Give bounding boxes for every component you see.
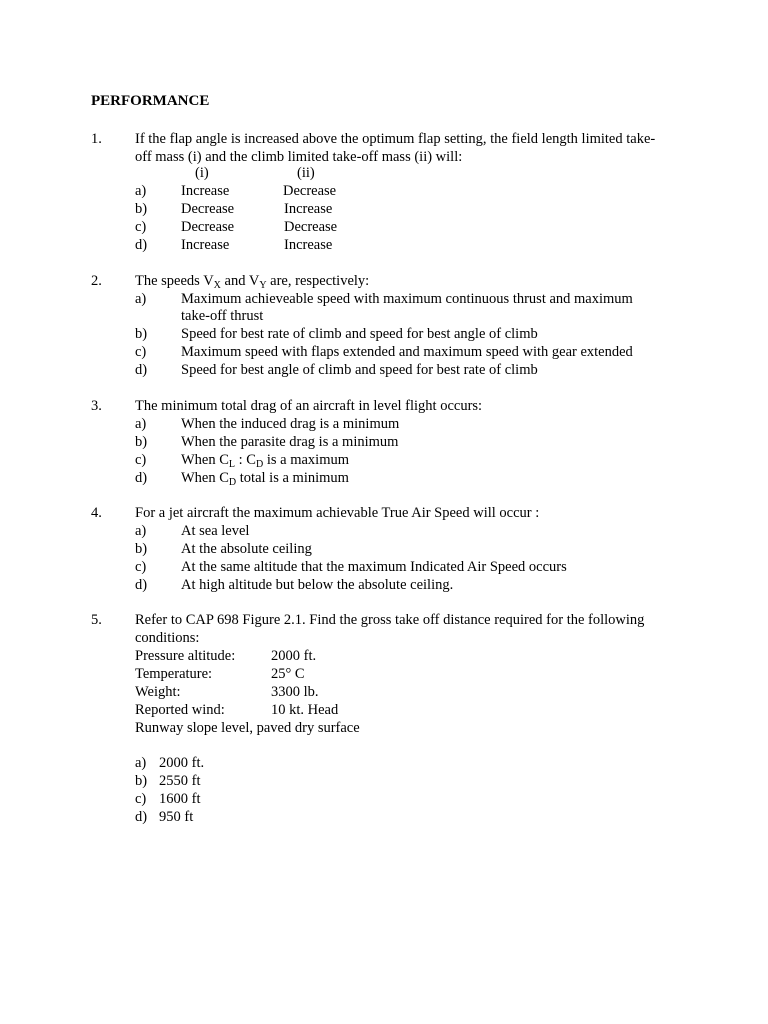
question-2-option-d-text: Speed for best angle of climb and speed for best rate of climb <box>181 362 538 378</box>
question-2-option-a-text-line-2: take-off thrust <box>181 308 264 324</box>
question-2-number: 2. <box>91 273 102 289</box>
question-5-number: 5. <box>91 612 102 628</box>
question-2-option-c-text: Maximum speed with flaps extended and maximum speed with gear extended <box>181 344 633 360</box>
question-4-option-b-text: At the absolute ceiling <box>181 541 312 557</box>
question-4-option-a-letter: a) <box>135 523 147 539</box>
question-1-stem-line-1: If the flap angle is increased above the optimum flap setting, the field length limited take- <box>135 131 656 147</box>
question-3-option-a-text: When the induced drag is a minimum <box>181 416 400 432</box>
question-4-option-c-text: At the same altitude that the maximum Indicated Air Speed occurs <box>181 559 567 575</box>
question-1-option-a-i: Increase <box>181 183 230 199</box>
runway-surface-condition: Runway slope level, paved dry surface <box>135 720 360 736</box>
question-2-option-b-text: Speed for best rate of climb and speed for best angle of climb <box>181 326 538 342</box>
question-1-option-d-ii: Increase <box>284 237 333 253</box>
question-1-option-c-letter: c) <box>135 219 147 235</box>
question-1-option-d-i: Increase <box>181 237 230 253</box>
question-5-answer-a-letter: a) <box>135 755 147 771</box>
page-title: PERFORMANCE <box>91 93 210 109</box>
question-3-option-c-post: is a maximum <box>263 452 350 468</box>
question-2-subscript-y: Y <box>259 280 267 291</box>
question-1-column-i: (i) <box>195 165 209 181</box>
question-1-number: 1. <box>91 131 102 147</box>
question-1-option-b-i: Decrease <box>181 201 235 217</box>
question-3-option-c-pre: When C <box>181 452 229 468</box>
question-3-number: 3. <box>91 398 102 414</box>
question-5-answer-b-letter: b) <box>135 773 148 789</box>
question-5-answer-c-text: 1600 ft <box>159 791 201 807</box>
question-4-option-a-text: At sea level <box>181 523 250 539</box>
question-3-stem: The minimum total drag of an aircraft in level flight occurs: <box>135 398 483 414</box>
condition-value-reported-wind: 10 kt. Head <box>271 702 339 718</box>
question-5-stem-line-2: conditions: <box>135 630 200 646</box>
question-3-option-a-letter: a) <box>135 416 147 432</box>
question-5-answer-a-text: 2000 ft. <box>159 755 205 771</box>
question-3-option-d-text <box>181 469 349 487</box>
question-3-option-b-letter: b) <box>135 434 148 450</box>
question-3-option-d-subscript-d: D <box>228 477 237 488</box>
condition-value-temperature: 25° C <box>271 666 305 682</box>
question-2-stem-post: are, respectively: <box>266 273 370 289</box>
question-3-option-c-text <box>181 451 349 469</box>
question-5-answer-c-letter: c) <box>135 791 147 807</box>
question-2-option-b-letter: b) <box>135 326 148 342</box>
question-1-option-a-ii: Decrease <box>283 183 337 199</box>
question-1-stem-line-2: off mass (i) and the climb limited take-off mass (ii) will: <box>135 149 463 165</box>
question-2-option-a-text: Maximum achieveable speed with maximum continuous thrust and maximum <box>181 291 633 307</box>
condition-label-reported-wind: Reported wind: <box>135 702 225 718</box>
question-5-answer-d-letter: d) <box>135 809 148 825</box>
question-3-subscript-l: L <box>228 459 236 470</box>
question-2-subscript-x: X <box>213 280 221 291</box>
question-2-option-d-letter: d) <box>135 362 148 378</box>
condition-value-weight: 3300 lb. <box>271 684 319 700</box>
question-1-option-a-letter: a) <box>135 183 147 199</box>
question-1-column-ii: (ii) <box>297 165 315 181</box>
question-1-option-c-i: Decrease <box>181 219 235 235</box>
question-4-option-b-letter: b) <box>135 541 148 557</box>
question-2-stem <box>135 272 369 290</box>
question-3-subscript-d: D <box>255 459 264 470</box>
question-1-option-c-ii: Decrease <box>284 219 338 235</box>
condition-label-weight: Weight: <box>135 684 181 700</box>
question-1-option-d-letter: d) <box>135 237 148 253</box>
question-4-stem: For a jet aircraft the maximum achievable True Air Speed will occur : <box>135 505 540 521</box>
question-5-stem-line-1: Refer to CAP 698 Figure 2.1. Find the gross take off distance required for the following <box>135 612 645 628</box>
question-4-number: 4. <box>91 505 102 521</box>
question-2-stem-pre: The speeds V <box>135 273 214 289</box>
condition-value-pressure-altitude: 2000 ft. <box>271 648 317 664</box>
question-3-option-d-letter: d) <box>135 470 148 486</box>
question-2-stem-mid: and V <box>220 273 260 289</box>
question-1-option-b-letter: b) <box>135 201 148 217</box>
question-2-option-c-letter: c) <box>135 344 147 360</box>
question-5-answer-d-text: 950 ft <box>159 809 194 825</box>
question-1-option-b-ii: Increase <box>284 201 333 217</box>
condition-label-temperature: Temperature: <box>135 666 213 682</box>
question-3-option-b-text: When the parasite drag is a minimum <box>181 434 399 450</box>
condition-label-pressure-altitude: Pressure altitude: <box>135 648 236 664</box>
question-4-option-d-letter: d) <box>135 577 148 593</box>
question-5-answer-b-text: 2550 ft <box>159 773 201 789</box>
question-4-option-d-text: At high altitude but below the absolute ceiling. <box>181 577 454 593</box>
question-4-option-c-letter: c) <box>135 559 147 575</box>
question-2-option-a-letter: a) <box>135 291 147 307</box>
question-3-option-c-mid: : C <box>235 452 256 468</box>
question-3-option-d-pre: When C <box>181 470 229 486</box>
question-3-option-c-letter: c) <box>135 452 147 468</box>
question-3-option-d-post: total is a minimum <box>236 470 349 486</box>
